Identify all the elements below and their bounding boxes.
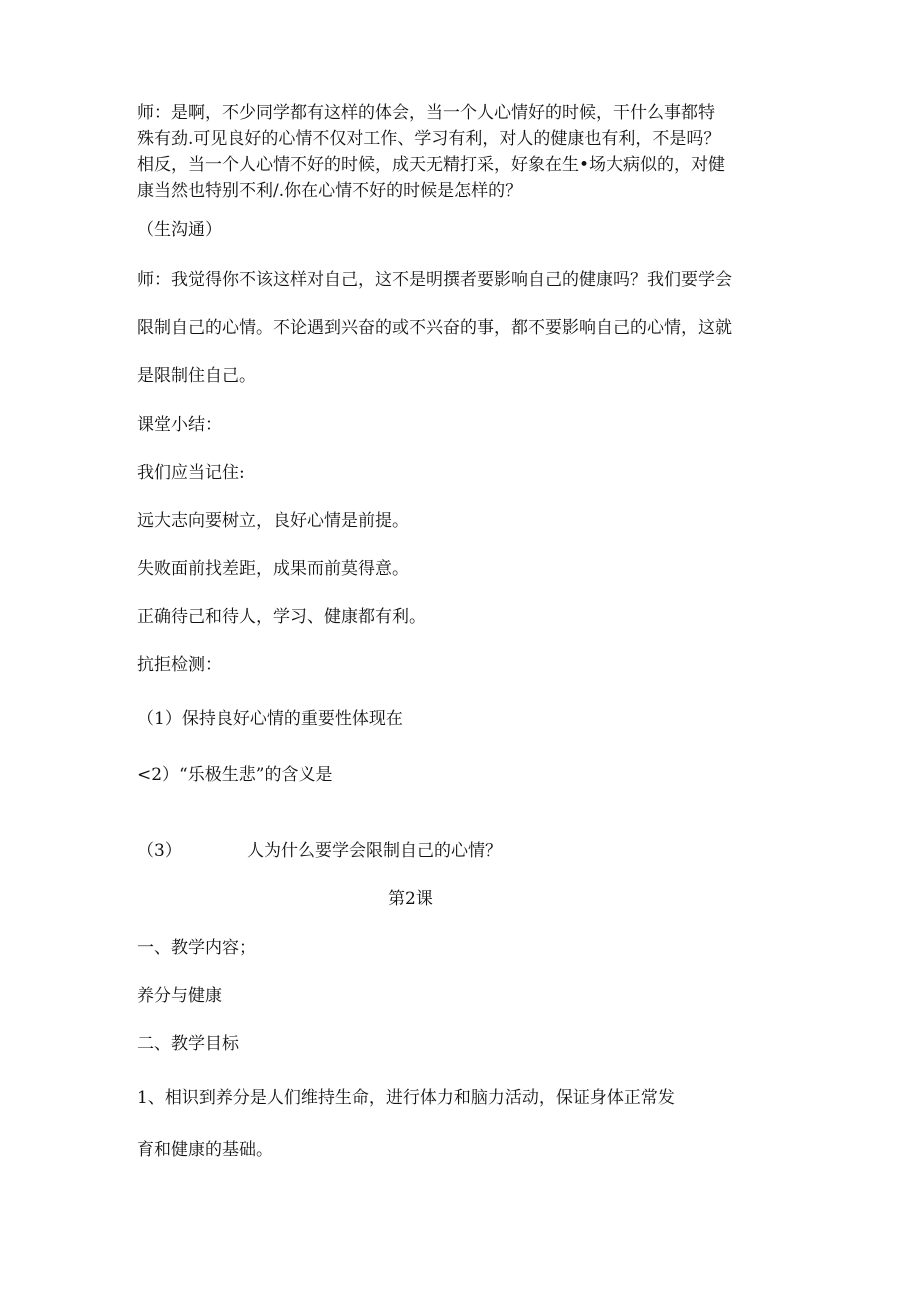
goal-1-line-1: 1、相识到养分是人们维持生命，进行体力和脑力活动，保证身体正常发: [137, 1088, 675, 1108]
goal-1-line-2: 育和健康的基础。: [137, 1140, 273, 1160]
section-1-heading: 一、教学内容；: [137, 938, 256, 958]
section-1-content: 养分与健康: [137, 986, 222, 1006]
summary-heading: 课堂小结：: [137, 415, 222, 435]
paragraph-line: 康当然也特别不利/.你在心情不好的时候是怎样的？: [137, 181, 523, 201]
teacher-line-1: 师：我觉得你不该这样对自己，这不是明撰者要影响自己的健康吗？我们要学会: [137, 270, 732, 290]
paragraph-line: 殊有劲.可见良好的心情不仅对工作、学习有利，对人的健康也有利，不是吗？: [137, 129, 721, 149]
teacher-line-2: 限制自己的心情。不论遇到兴奋的或不兴奋的事，都不要影响自己的心情，这就: [137, 318, 732, 338]
teacher-line-3: 是限制住自己。: [137, 366, 256, 386]
rule-1: 远大志向要树立，良好心情是前提。: [137, 511, 409, 531]
question-3: [137, 839, 502, 863]
student-note: （生沟通）: [137, 220, 222, 240]
paragraph-line: 师：是啊，不少同学都有这样的体会，当一个人心情好的时候，干什么事都特: [137, 103, 715, 123]
question-1: （1）保持良好心情的重要性体现在: [137, 709, 403, 729]
rule-2: 失败面前找差距，成果而前莫得意。: [137, 559, 409, 579]
section-2-heading: 二、教学目标: [137, 1034, 239, 1054]
rule-3: 正确待己和待人，学习、健康都有利。: [137, 607, 426, 627]
remember-line: 我们应当记住:: [137, 463, 245, 483]
paragraph-line: 相反，当一个人心情不好的时候，成天无精打采，好象在生•场大病似的，对健: [137, 155, 726, 175]
lesson-title: 第2课: [388, 889, 433, 909]
question-3-number: （3）: [137, 841, 182, 861]
question-2: <2）“乐极生悲”的含义是: [137, 765, 333, 785]
paragraph-teacher-intro: [137, 100, 797, 204]
question-3-text: 人为什么要学会限制自己的心情？: [247, 841, 502, 861]
test-heading: 抗拒检测：: [137, 655, 222, 675]
